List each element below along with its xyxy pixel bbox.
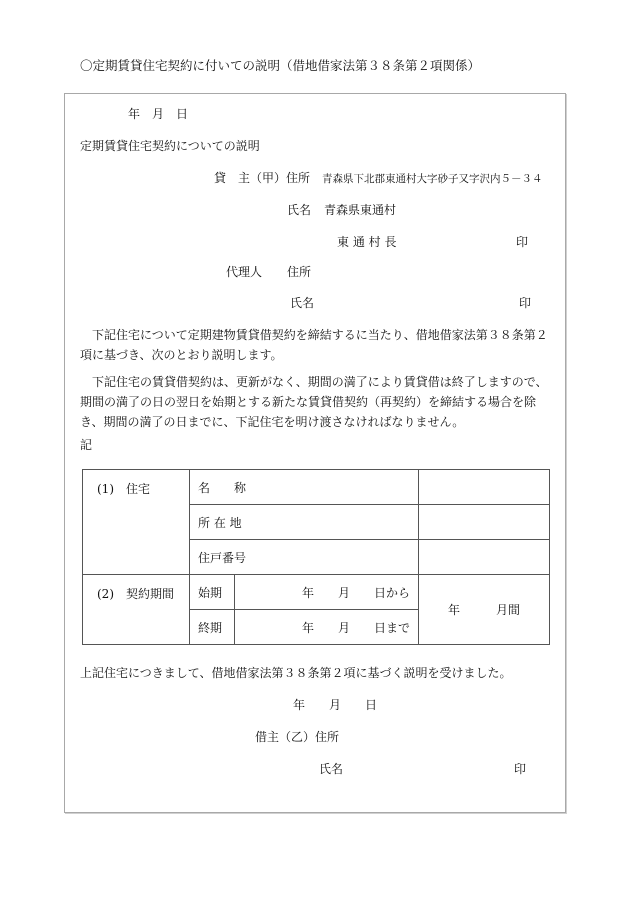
confirmation-text: 上記住宅につきまして、借地借家法第３８条第２項に基づく説明を受けました。 <box>80 666 512 680</box>
housing-unit-label: 住戸番号 <box>190 540 419 575</box>
borrower-seal: 印 <box>514 762 527 776</box>
lender-label: 貸 主（甲）住所 <box>214 171 311 185</box>
date-line: 年 月 日 <box>128 107 189 121</box>
housing-location-value[interactable] <box>418 505 549 540</box>
housing-name-value[interactable] <box>418 470 549 505</box>
housing-name-label: 名 称 <box>190 470 419 505</box>
ki-marker: 記 <box>80 438 93 452</box>
explanation-paragraph-2: 下記住宅の賃貸借契約は、更新がなく、期間の満了により賃貸借は終了しますので、期間の満了の日の翌日を始期とする新たな賃貸借契約（再契約）を締結する場合を除き、期間の満了の日までに、下記住宅を明け渡さなければなりません。 <box>80 375 548 429</box>
period-end-label: 終期 <box>190 610 235 645</box>
period-duration[interactable]: 年 月間 <box>418 575 549 645</box>
housing-details-table <box>82 469 550 645</box>
housing-unit-value[interactable] <box>418 540 549 575</box>
period-start-date[interactable]: 年 月 日から <box>235 575 419 610</box>
lender-name-value: 青森県東通村 <box>324 203 397 217</box>
lender-name-label: 氏名 <box>287 203 312 217</box>
agent-name-label: 氏名 <box>290 296 315 310</box>
page-heading: 〇定期賃貸住宅契約に付いての説明（借地借家法第３８条第２項関係） <box>80 58 481 73</box>
agent-seal: 印 <box>519 296 532 310</box>
agent-label: 代理人 <box>226 265 263 279</box>
period-end-date[interactable]: 年 月 日まで <box>235 610 419 645</box>
agent-address-label: 住所 <box>287 265 312 279</box>
borrower-label: 借主（乙）住所 <box>255 730 340 744</box>
document-title: 定期賃貸住宅契約についての説明 <box>80 139 260 153</box>
section-housing-label: (1) 住宅 <box>83 470 190 575</box>
mayor-title: 東 通 村 長 <box>337 235 397 249</box>
explanation-paragraph-1: 下記住宅について定期建物賃貸借契約を締結するに当たり、借地借家法第３８条第２項に基づき、次のとおり説明します。 <box>80 328 548 362</box>
borrower-name-label: 氏名 <box>319 762 344 776</box>
confirmation-date: 年 月 日 <box>293 698 378 712</box>
lender-seal: 印 <box>516 235 529 249</box>
section-period-label: (2) 契約期間 <box>83 575 190 645</box>
housing-location-label: 所 在 地 <box>190 505 419 540</box>
period-start-label: 始期 <box>190 575 235 610</box>
lender-address: 青森県下北郡東通村大字砂子又字沢内５－３４ <box>322 173 543 185</box>
